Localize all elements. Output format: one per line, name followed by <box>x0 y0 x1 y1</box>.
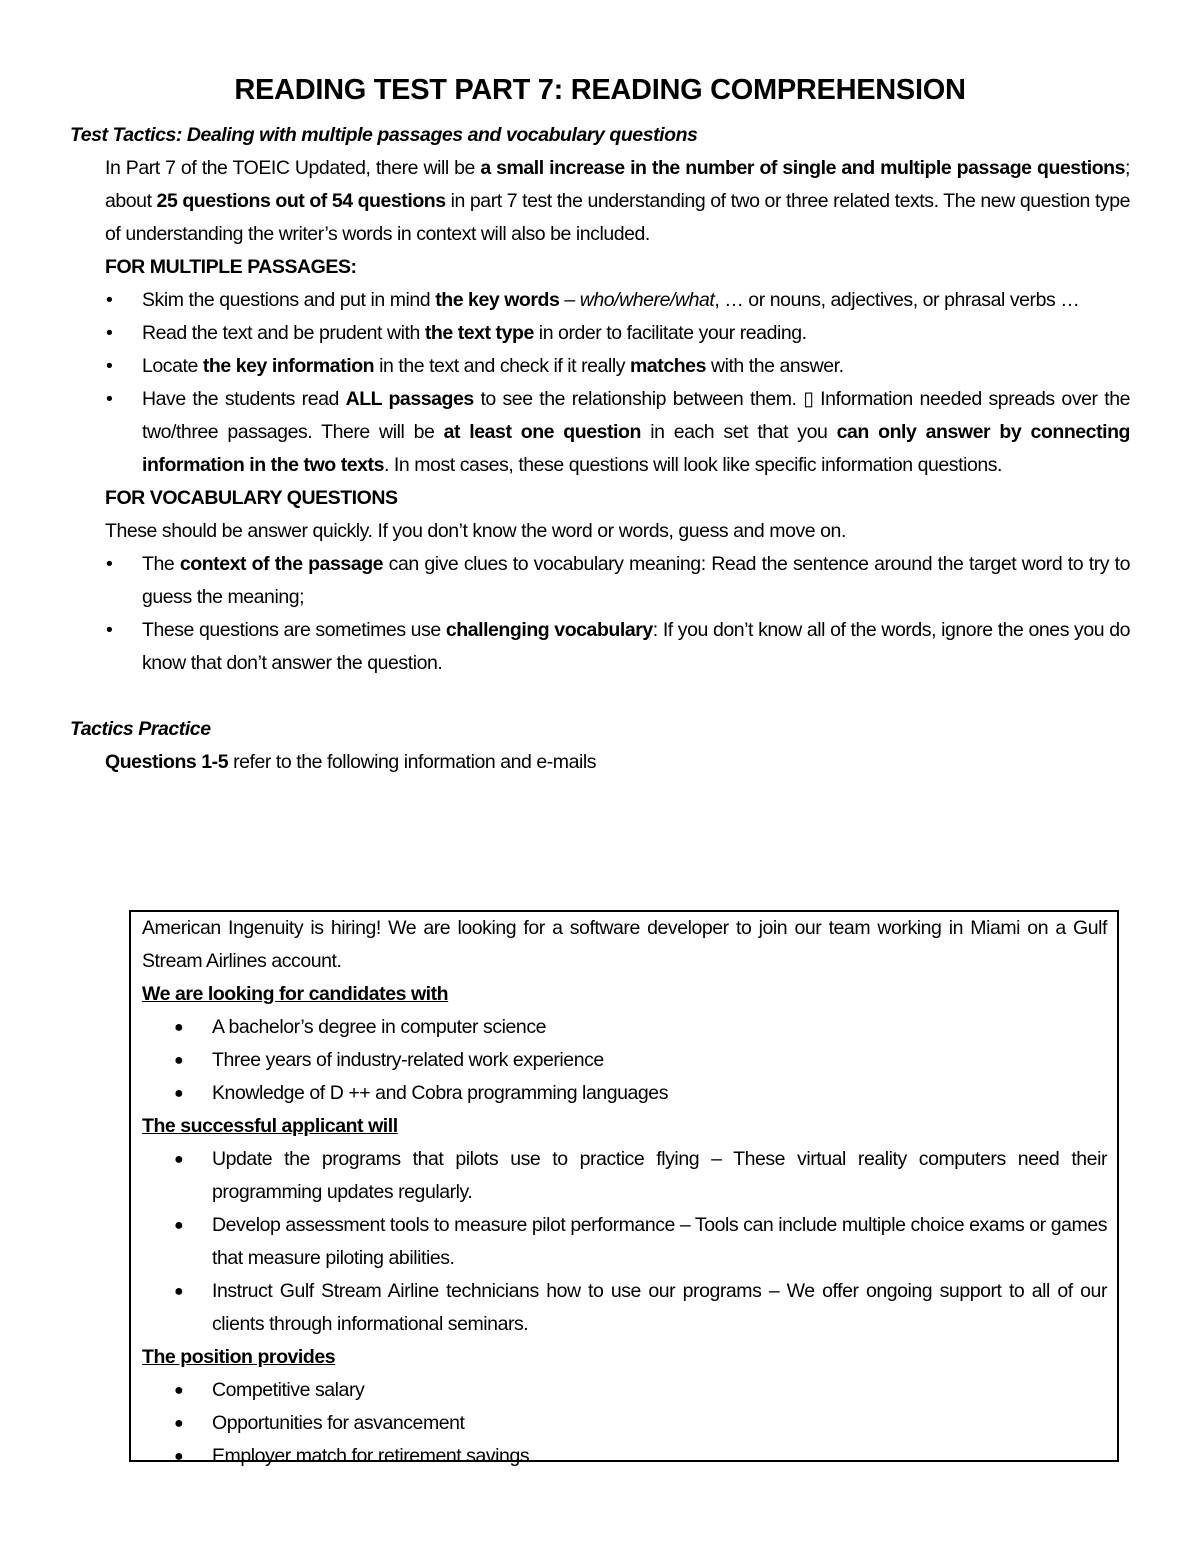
text-run: who/where/what <box>579 289 715 311</box>
bullet-icon: ● <box>174 1019 184 1036</box>
text-run: in part 7 test the understanding of two or three related texts. The new question type of understanding the writer’s words in context will also be included. <box>105 190 1131 245</box>
document-body <box>70 119 1130 779</box>
ad-section-heading <box>142 978 1117 1011</box>
text-run: Have the students read <box>142 388 346 410</box>
text-run: : If you don’t know all of the words, ignore the ones you do know that don’t answer the question. <box>142 619 1131 674</box>
tactics-practice-heading: Tactics Practice <box>70 718 211 740</box>
text-run: , … or nouns, adjectives, or phrasal verbs … <box>714 289 1080 311</box>
text-run: in the text and check if it really <box>374 355 630 377</box>
text-run: ALL passages <box>345 388 474 410</box>
vocabulary-intro: These should be answer quickly. If you don’t know the word or words, guess and move on. <box>105 520 846 542</box>
ad-list-item <box>174 1275 1107 1341</box>
heading-text: The position provides <box>142 1346 336 1368</box>
ad-list-item <box>174 1044 1107 1077</box>
ad-list-item <box>174 1209 1107 1275</box>
ad-list-item <box>174 1143 1107 1209</box>
item-text: Knowledge of D ++ and Cobra programming languages <box>212 1082 669 1104</box>
bullet-item <box>106 284 1130 317</box>
ad-list-item <box>174 1374 1107 1407</box>
ad-section-heading <box>142 1110 1117 1143</box>
bullet-icon: ● <box>174 1415 184 1432</box>
multiple-passages-list <box>70 284 1130 482</box>
text-run: matches <box>630 355 706 377</box>
ad-list-item <box>174 1407 1107 1440</box>
page-title: READING TEST PART 7: READING COMPREHENSION <box>234 74 966 106</box>
text-run: – <box>559 289 580 311</box>
item-text: Update the programs that pilots use to practice flying – These virtual reality computers need their programming updates regularly. <box>212 1148 1107 1203</box>
text-run: the key words <box>435 289 560 311</box>
ad-list-item <box>174 1077 1107 1110</box>
ad-section-heading <box>142 1341 1117 1374</box>
ad-intro: American Ingenuity is hiring! We are looking for a software developer to join our team working in Miami on a Gulf Stream Airlines account. <box>142 917 1107 972</box>
bullet-icon: ● <box>174 1052 184 1069</box>
text-run: Locate <box>142 355 203 377</box>
item-text: Three years of industry-related work experience <box>212 1049 604 1071</box>
text-run: with the answer. <box>705 355 844 377</box>
item-text: Employer match for retirement savings <box>212 1445 530 1467</box>
text-run: challenging vocabulary <box>445 619 653 641</box>
text-run: Read the text and be prudent with <box>142 322 425 344</box>
heading-text: FOR MULTIPLE PASSAGES: <box>105 256 357 278</box>
bullet-icon: • <box>106 388 113 410</box>
text-run: a small increase in the number of single and multiple passage questions <box>480 157 1126 179</box>
multiple-passages-heading <box>105 251 1130 284</box>
bullet-icon: • <box>106 619 113 641</box>
item-text: Opportunities for asvancement <box>212 1412 465 1434</box>
bullet-item <box>106 317 1130 350</box>
bullet-icon: ● <box>174 1151 184 1168</box>
bullet-icon: • <box>106 553 113 575</box>
bullet-icon: • <box>106 289 113 311</box>
text-run: Questions 1-5 <box>105 751 229 773</box>
bullet-icon: ● <box>174 1382 184 1399</box>
item-text: Instruct Gulf Stream Airline technicians how to use our programs – We offer ongoing support to all of our clients through informational seminars. <box>212 1280 1107 1335</box>
text-run: the key information <box>202 355 375 377</box>
subtitle: Test Tactics: Dealing with multiple passages and vocabulary questions <box>70 124 698 146</box>
item-text: Competitive salary <box>212 1379 365 1401</box>
job-advertisement-box <box>129 910 1119 1467</box>
text-run: . In most cases, these questions will look like specific information questions. <box>384 454 1003 476</box>
text-run: refer to the following information and e-mails <box>228 751 597 773</box>
text-run: In Part 7 of the TOEIC Updated, there will be <box>105 157 481 179</box>
questions-instruction <box>105 746 1130 779</box>
ad-list-item <box>174 1011 1107 1044</box>
bullet-icon: • <box>106 355 113 377</box>
heading-text: We are looking for candidates with <box>142 983 449 1005</box>
bullet-icon: ● <box>174 1085 184 1102</box>
bullet-item <box>106 614 1131 680</box>
heading-text: The successful applicant will <box>142 1115 398 1137</box>
text-run: The <box>142 553 180 575</box>
vocabulary-list <box>70 548 1130 680</box>
heading-text: FOR VOCABULARY QUESTIONS <box>105 487 398 509</box>
text-run: can only answer by connecting information in the two texts <box>142 421 1131 476</box>
ad-sections <box>142 978 1117 1473</box>
item-text: A bachelor’s degree in computer science <box>212 1016 547 1038</box>
item-text: Develop assessment tools to measure pilot performance – Tools can include multiple choice exams or games that measure piloting abilities. <box>212 1214 1107 1269</box>
text-run: at least one question <box>443 421 641 443</box>
bullet-item <box>106 383 1131 482</box>
bullet-icon: ● <box>174 1283 184 1300</box>
bullet-icon: ● <box>174 1448 184 1465</box>
text-run: 25 questions out of 54 questions <box>156 190 446 212</box>
text-run: context of the passage <box>179 553 384 575</box>
vocabulary-heading <box>105 482 1130 515</box>
text-run: ; about <box>105 157 1130 212</box>
ad-list-item <box>174 1440 1107 1473</box>
text-run: to see the relationship between them. ▯ Information needed spreads over the two/three passages. There will be <box>142 388 1130 443</box>
text-run: can give clues to vocabulary meaning: Read the sentence around the target word to try to guess the meaning; <box>142 553 1130 608</box>
text-run: in order to facilitate your reading. <box>533 322 807 344</box>
text-run: These questions are sometimes use <box>142 619 446 641</box>
text-run: Skim the questions and put in mind <box>142 289 436 311</box>
text-run: in each set that you <box>640 421 837 443</box>
bullet-item <box>106 350 1130 383</box>
intro-paragraph <box>105 152 1130 251</box>
bullet-icon: • <box>106 322 113 344</box>
bullet-item <box>106 548 1130 614</box>
bullet-icon: ● <box>174 1217 184 1234</box>
text-run: the text type <box>424 322 534 344</box>
